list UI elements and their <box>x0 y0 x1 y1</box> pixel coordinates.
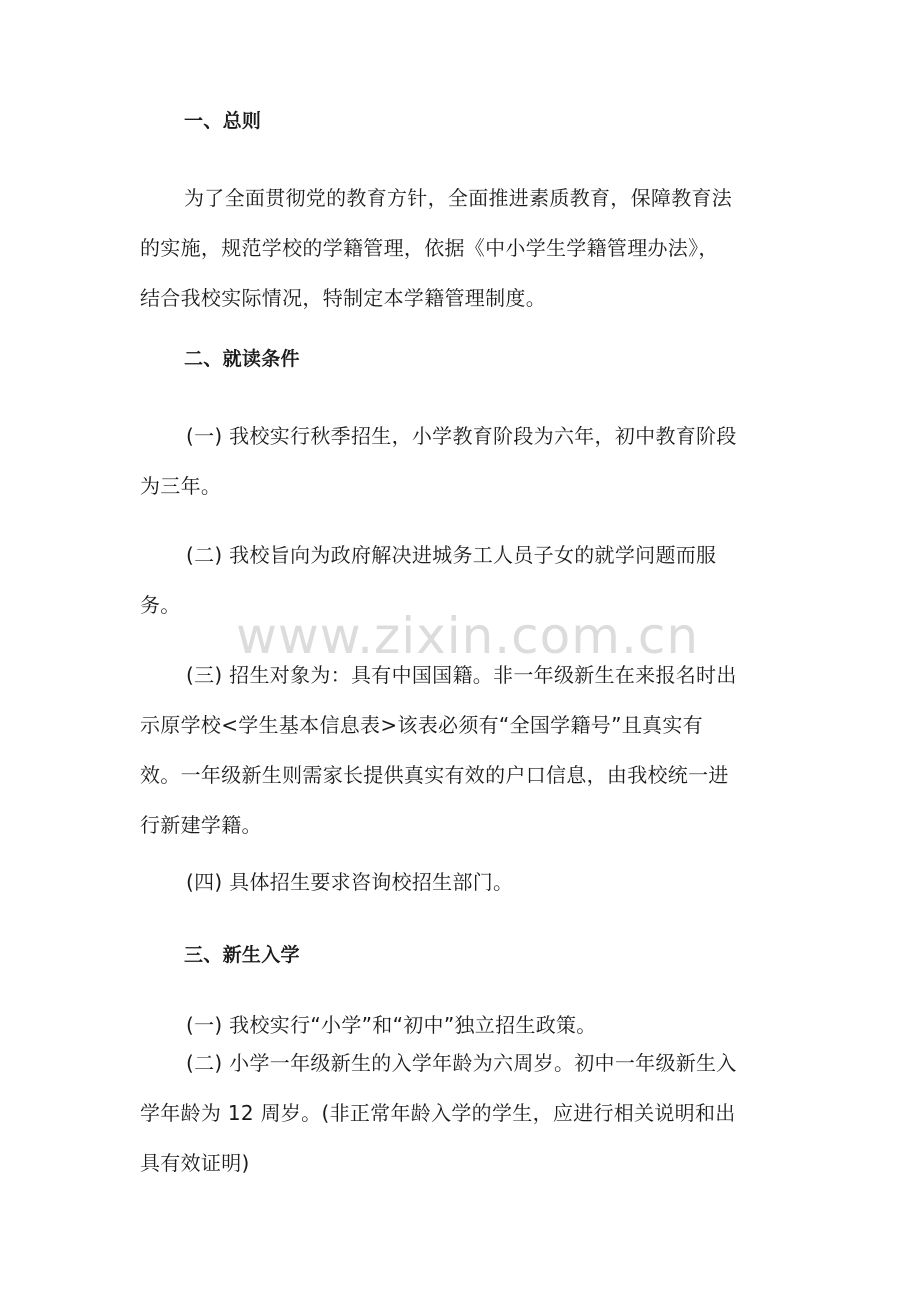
paragraph-line: (二) 我校旨向为政府解决进城务工人员子女的就学问题而服 <box>186 543 717 567</box>
paragraph-line: 学年龄为 12 周岁。(非正常年龄入学的学生，应进行相关说明和出 <box>140 1101 736 1125</box>
paragraph-line: 结合我校实际情况，特制定本学籍管理制度。 <box>140 286 546 310</box>
watermark: www.zixin.com.cn <box>236 607 700 665</box>
paragraph-line: (一) 我校实行秋季招生，小学教育阶段为六年，初中教育阶段 <box>186 424 737 448</box>
section-heading-new-student-admission: 三、新生入学 <box>184 944 300 966</box>
paragraph-line: 为三年。 <box>140 474 222 498</box>
section-heading-enrollment-conditions: 二、就读条件 <box>184 348 300 370</box>
paragraph-line: (四) 具体招生要求咨询校招生部门。 <box>186 870 514 894</box>
paragraph-line: 具有效证明) <box>140 1151 250 1175</box>
paragraph-line: 效。一年级新生则需家长提供真实有效的户口信息，由我校统一进 <box>140 763 729 787</box>
paragraph-line: (三) 招生对象为：具有中国国籍。非一年级新生在来报名时出 <box>186 663 737 687</box>
paragraph-line: 的实施，规范学校的学籍管理，依据《中小学生学籍管理办法》， <box>140 236 719 260</box>
section-heading-general: 一、总则 <box>184 110 262 132</box>
paragraph-line: 行新建学籍。 <box>140 813 262 837</box>
paragraph-line: (一) 我校实行“小学”和“初中”独立招生政策。 <box>186 1013 597 1037</box>
paragraph-line: 示原学校<学生基本信息表>该表必须有“全国学籍号”且真实有 <box>140 713 703 737</box>
paragraph-line: 为了全面贯彻党的教育方针，全面推进素质教育，保障教育法 <box>184 186 733 210</box>
paragraph-line: (二) 小学一年级新生的入学年龄为六周岁。初中一年级新生入 <box>186 1051 737 1075</box>
paragraph-line: 务。 <box>140 593 181 617</box>
